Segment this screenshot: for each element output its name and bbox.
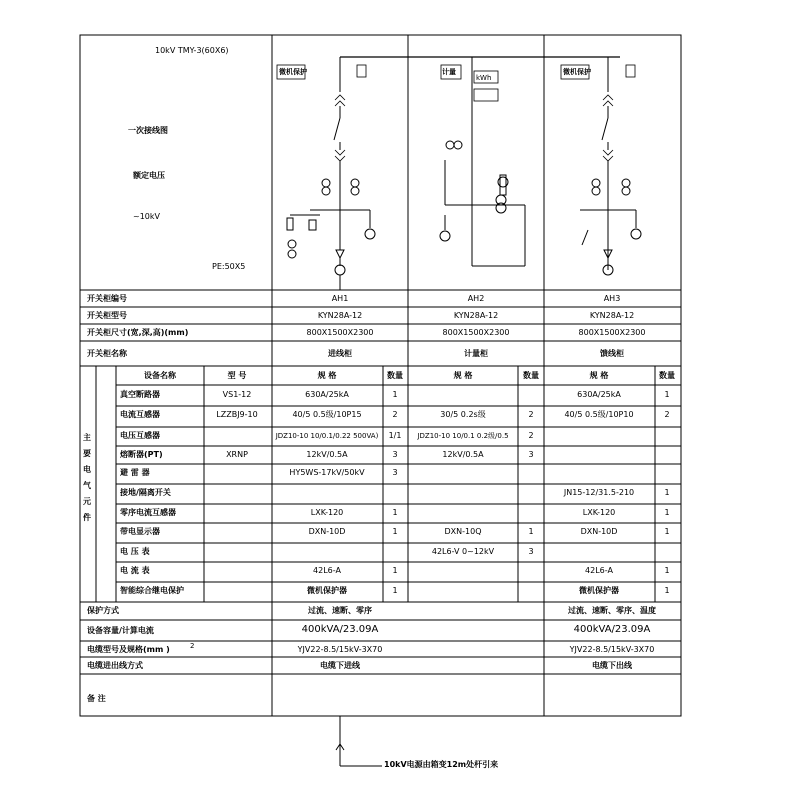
ah2-relay-label: 计量: [442, 68, 456, 76]
equip-cell-s3: JN15-12/31.5-210: [563, 488, 635, 497]
equip-header-spec-ah1: 规 格: [317, 371, 337, 380]
cable-spec-superscript: 2: [190, 642, 195, 650]
ah3-id: AH3: [603, 294, 621, 303]
ah3-protection: 过流、速断、零序、温度: [568, 606, 656, 615]
row-label-panel-size: 开关柜尺寸(宽,深,高)(mm): [87, 328, 189, 337]
equip-cell-s1: HY5WS-17kV/50kV: [289, 468, 365, 477]
row-label-capacity: 设备容量/计算电流: [87, 626, 154, 635]
ah2-model: KYN28A-12: [453, 311, 499, 320]
ah1-model: KYN28A-12: [317, 311, 363, 320]
equip-cell-name: 零序电流互感器: [120, 508, 176, 517]
ah3-capacity: 400kVA/23.09A: [573, 624, 651, 635]
equip-cell-name: 电流互感器: [120, 410, 160, 419]
footer-note: 10kV电源由箱变12m处杆引来: [384, 760, 499, 769]
equip-cell-q1: 1/1: [388, 431, 402, 440]
equip-header-qty-ah1: 数量: [387, 371, 403, 380]
ah1-cable-route: 电缆下进线: [320, 661, 360, 670]
equip-cell-q1: 1: [392, 390, 398, 399]
row-label-remarks: 备 注: [87, 694, 106, 703]
equip-cell-q3: 1: [664, 508, 670, 517]
row-label-protection: 保护方式: [87, 606, 119, 615]
equip-cell-s1: 微机保护器: [307, 586, 347, 595]
equip-cell-model: VS1-12: [222, 390, 252, 399]
equip-header-name: 设备名称: [144, 371, 176, 380]
equip-cell-s3: DXN-10D: [580, 527, 618, 536]
ah3-model: KYN28A-12: [589, 311, 635, 320]
ah3-size: 800X1500X2300: [578, 328, 646, 337]
busbar-label: 10kV TMY-3(60X6): [155, 46, 229, 55]
one-line-label: 一次接线图: [128, 126, 168, 135]
equip-cell-q2: 2: [528, 431, 534, 440]
ah3-name: 馈线柜: [600, 349, 624, 358]
equip-cell-name: 熔断器(PT): [120, 450, 163, 459]
equip-cell-name: 智能综合继电保护: [120, 586, 184, 595]
equip-header-spec-ah2: 规 格: [453, 371, 473, 380]
ah1-relay-label: 微机保护: [279, 68, 307, 76]
ah1-id: AH1: [331, 294, 349, 303]
equip-cell-s2: 42L6-V 0~12kV: [431, 547, 495, 556]
equip-cell-s3: 42L6-A: [585, 566, 613, 575]
equip-cell-name: 真空断路器: [120, 390, 160, 399]
equip-cell-q1: 1: [392, 586, 398, 595]
equip-cell-q2: 1: [528, 527, 534, 536]
equip-cell-s1: 630A/25kA: [305, 390, 349, 399]
equip-cell-s2: 12kV/0.5A: [442, 450, 484, 459]
equip-cell-q3: 1: [664, 566, 670, 575]
equip-cell-q3: 1: [664, 390, 670, 399]
equip-cell-q2: 3: [528, 547, 534, 556]
equip-header-spec-ah3: 规 格: [589, 371, 609, 380]
equip-cell-q3: 2: [664, 410, 670, 419]
equip-cell-s1: 12kV/0.5A: [306, 450, 348, 459]
equip-cell-s2: JDZ10-10 10/0.1 0.2级/0.5: [417, 432, 509, 440]
equip-cell-q2: 2: [528, 410, 534, 419]
row-label-panel-no: 开关柜编号: [87, 294, 127, 303]
equip-cell-s3: LXK-120: [582, 508, 616, 517]
ah3-relay-label: 微机保护: [563, 68, 591, 76]
equip-cell-q1: 3: [392, 450, 398, 459]
equip-cell-s2: DXN-10Q: [444, 527, 482, 536]
equip-cell-q1: 1: [392, 566, 398, 575]
ah1-circuit: [277, 65, 375, 290]
equip-cell-q2: 3: [528, 450, 534, 459]
equip-cell-name: 接地/隔离开关: [120, 488, 171, 497]
equip-cell-name: 电 压 表: [120, 547, 150, 556]
pe-label: PE:50X5: [212, 262, 246, 271]
ah1-protection: 过流、速断、零序: [308, 606, 372, 615]
ah1-size: 800X1500X2300: [306, 328, 374, 337]
equip-cell-q1: 3: [392, 468, 398, 477]
equip-cell-q3: 1: [664, 527, 670, 536]
ah3-cable-spec: YJV22-8.5/15kV-3X70: [569, 645, 655, 654]
equip-cell-q3: 1: [664, 586, 670, 595]
equip-cell-q1: 2: [392, 410, 398, 419]
ah2-id: AH2: [467, 294, 485, 303]
equip-cell-name: 带电显示器: [120, 527, 160, 536]
ah2-name: 计量柜: [464, 349, 488, 358]
row-label-cable-spec: 电缆型号及规格(mm ): [87, 645, 170, 654]
rated-voltage-label: 额定电压: [133, 171, 165, 180]
equip-cell-q3: 1: [664, 488, 670, 497]
rated-voltage-value: ~10kV: [133, 212, 160, 221]
equip-cell-q1: 1: [392, 508, 398, 517]
ah3-circuit: [561, 65, 641, 275]
equip-cell-model: LZZBJ9-10: [216, 410, 258, 419]
equip-header-qty-ah2: 数量: [523, 371, 539, 380]
equip-cell-name: 避 雷 器: [120, 468, 150, 477]
row-label-cable-route: 电缆进出线方式: [87, 661, 143, 670]
row-label-main-equipment: 主要电气元件: [83, 433, 91, 522]
equip-cell-s1: 42L6-A: [313, 566, 341, 575]
equip-cell-s1: LXK-120: [310, 508, 344, 517]
ah3-cable-route: 电缆下出线: [592, 661, 632, 670]
ah2-circuit: [440, 65, 525, 241]
ah2-size: 800X1500X2300: [442, 328, 510, 337]
equip-cell-q1: 1: [392, 527, 398, 536]
equip-cell-s3: 微机保护器: [579, 586, 619, 595]
ah1-cable-spec: YJV22-8.5/15kV-3X70: [297, 645, 383, 654]
equip-cell-s2: 30/5 0.2s级: [440, 410, 486, 419]
equip-header-qty-ah3: 数量: [659, 371, 675, 380]
equip-cell-s3: 630A/25kA: [577, 390, 621, 399]
equip-cell-model: XRNP: [226, 450, 248, 459]
equip-cell-s1: JDZ10-10 10/0.1/0.22 500VA): [275, 432, 379, 440]
equip-cell-name: 电 流 表: [120, 566, 150, 575]
equip-cell-name: 电压互感器: [120, 431, 160, 440]
equip-cell-s3: 40/5 0.5级/10P10: [564, 410, 634, 419]
ah2-meter-label: kWh: [476, 74, 492, 82]
ah1-name: 进线柜: [328, 349, 352, 358]
ah1-capacity: 400kVA/23.09A: [301, 624, 379, 635]
row-label-panel-name: 开关柜名称: [87, 349, 127, 358]
equip-header-model: 型 号: [227, 371, 247, 380]
equip-cell-s1: DXN-10D: [308, 527, 346, 536]
row-label-panel-model: 开关柜型号: [87, 311, 127, 320]
equip-cell-s1: 40/5 0.5级/10P15: [292, 410, 362, 419]
